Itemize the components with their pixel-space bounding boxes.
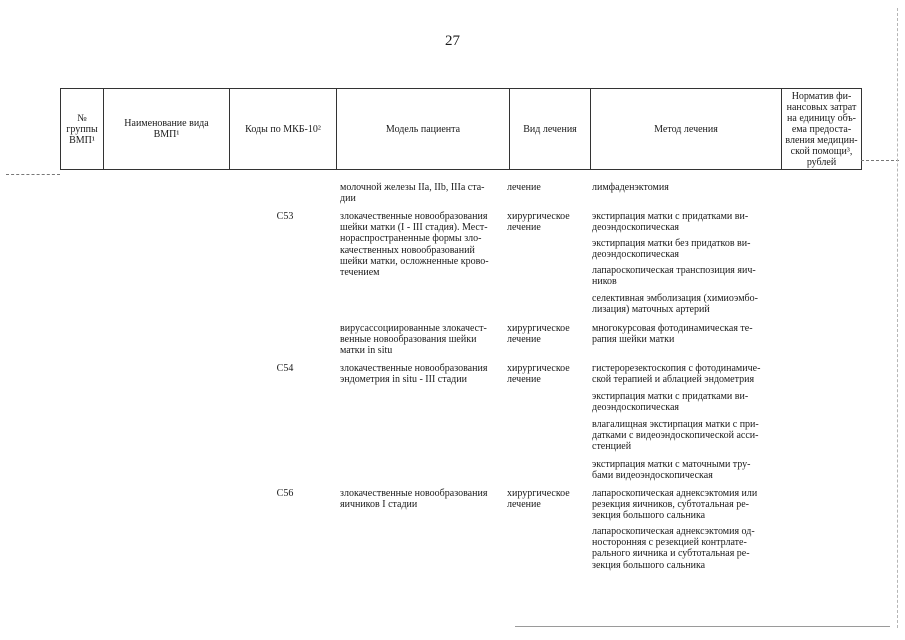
- row-3-method-1: многокурсовая фотодинамическая те- рапия шейки матки: [592, 323, 753, 346]
- row-2-patient-model: злокачественные новообразования шейки матки (I - III стадия). Мест- нораспространенные формы зло- качественных новообразований шейки матки, осложненные крово- течением: [340, 211, 489, 279]
- row-4-method-2: экстирпация матки с придатками ви- деоэндоскопическая: [592, 391, 749, 414]
- row-2-method-4: селективная эмболизация (химиоэмбо- лизация) маточных артерий: [592, 293, 758, 316]
- header-icd-codes: [230, 89, 337, 170]
- header-kind-label: Вид лечения: [523, 123, 577, 135]
- header-group-label: № группы ВМП¹: [66, 112, 98, 146]
- row-5-icd-code: C56: [276, 488, 294, 499]
- row-3-patient-model: вирусассоциированные злокачест- венные новообразования шейки матки in situ: [340, 323, 487, 357]
- row-3-treatment-kind: хирургическое лечение: [507, 323, 570, 346]
- header-norm-label: Норматив фи- нансовых затрат на единицу объ- ема предоста- вления медицин- ской помощи³, рублей: [785, 90, 858, 168]
- bottom-rule: [515, 626, 890, 627]
- row-2-icd-code: C53: [276, 211, 294, 222]
- header-method-label: Метод лечения: [654, 123, 718, 135]
- header-icd-label: Коды по МКБ-10²: [245, 123, 321, 135]
- header-vmp-name: [104, 89, 230, 170]
- row-4-treatment-kind: хирургическое лечение: [507, 363, 570, 386]
- row-2-method-1: экстирпация матки с придатками ви- деоэндоскопическая: [592, 211, 749, 234]
- header-cost-norm: [782, 89, 862, 170]
- header-rule-right: [861, 160, 899, 161]
- row-4-patient-model: злокачественные новообразования эндометрия in situ - III стадии: [340, 363, 488, 386]
- row-4-icd-code: C54: [276, 363, 294, 374]
- row-5-treatment-kind: хирургическое лечение: [507, 488, 570, 511]
- table-header: [60, 88, 862, 170]
- row-5-method-2: лапароскопическая аднексэктомия од- носторонняя с резекцией контрлате- рального яичника и субтотальная ре- зекция большого сальника: [592, 526, 755, 571]
- row-2-method-3: лапароскопическая транспозиция яич- ников: [592, 265, 756, 288]
- row-2-method-2: экстирпация матки без придатков ви- деоэндоскопическая: [592, 238, 751, 261]
- header-patient-model: [337, 89, 510, 170]
- row-5-method-1: лапароскопическая аднексэктомия или резекция яичников, субтотальная ре- зекция большого сальника: [592, 488, 758, 522]
- row-1-treatment-kind: лечение: [507, 182, 541, 193]
- header-model-label: Модель пациента: [385, 123, 461, 135]
- header-rule-left: [6, 174, 60, 175]
- row-4-method-4: экстирпация матки с маточными тру- бами видеоэндоскопическая: [592, 459, 751, 482]
- header-treatment-method: [591, 89, 782, 170]
- row-1-patient-model: молочной железы IIa, IIb, IIIa ста- дии: [340, 182, 485, 205]
- row-4-method-1: гистерорезектоскопия с фотодинамиче- ской терапией и аблацией эндометрия: [592, 363, 761, 386]
- page-number: 27: [445, 33, 460, 49]
- page-edge: [897, 8, 898, 628]
- header-vmp-label: Наименование вида ВМП¹: [124, 118, 209, 140]
- row-4-method-3: влагалищная экстирпация матки с при- датками с видеоэндоскопической асси- стенцией: [592, 419, 759, 453]
- row-2-treatment-kind: хирургическое лечение: [507, 211, 570, 234]
- row-1-method-1: лимфаденэктомия: [592, 182, 669, 193]
- header-treatment-kind: [510, 89, 591, 170]
- row-5-patient-model: злокачественные новообразования яичников I стадии: [340, 488, 488, 511]
- header-group-number: [61, 89, 104, 170]
